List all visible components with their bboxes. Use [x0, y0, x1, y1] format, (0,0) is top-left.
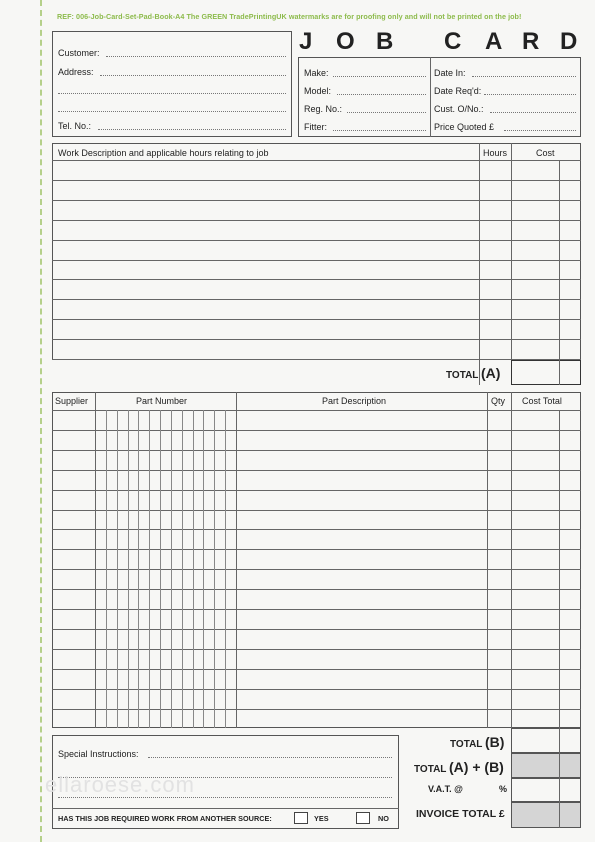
customer-field[interactable] [106, 56, 286, 57]
parts-row-line[interactable] [52, 430, 581, 431]
invoice-total-divider [559, 802, 560, 828]
parts-row-line[interactable] [52, 649, 581, 650]
supplier-header: Supplier [55, 396, 89, 406]
total-ab-label [414, 759, 504, 775]
tel-field[interactable] [98, 129, 286, 130]
part-number-header: Part Number [136, 396, 188, 406]
total-ab-letter: (A) + (B) [449, 759, 504, 775]
date-req-field[interactable] [484, 94, 576, 95]
reg-label: Reg. No.: [304, 104, 343, 114]
total-a-text: TOTAL [446, 370, 479, 381]
title-letter-o: O [336, 28, 355, 55]
no-checkbox[interactable] [356, 812, 370, 824]
title-letter-r: R [522, 28, 540, 55]
another-source-divider [52, 808, 399, 809]
work-row-line[interactable] [52, 279, 581, 280]
parts-supplier-divider [95, 392, 96, 728]
work-cost-header: Cost [536, 148, 555, 158]
title-letter-b: B [376, 28, 394, 55]
total-ab-box[interactable] [511, 753, 581, 778]
price-quoted-label: Price Quoted £ [434, 122, 495, 132]
parts-row-line[interactable] [52, 609, 581, 610]
work-row-line[interactable] [52, 200, 581, 201]
vat-label: V.A.T. @ [428, 784, 463, 794]
parts-row-line[interactable] [52, 510, 581, 511]
work-row-line [52, 160, 581, 161]
special-instructions-label: Special Instructions: [58, 749, 139, 759]
part-number-cell-divider [171, 410, 172, 728]
fitter-field[interactable] [333, 130, 426, 131]
fitter-label: Fitter: [304, 122, 328, 132]
title-letter-c: C [444, 28, 462, 55]
reference-line: REF: 006-Job-Card-Set-Pad-Book-A4 The GREEN TradePrintingUK watermarks are for proofing only and will not be printed on the job! [57, 12, 522, 21]
parts-row-line[interactable] [52, 669, 581, 670]
watermark: ellaroese.com [45, 772, 195, 797]
model-label: Model: [304, 86, 332, 96]
address-field-3[interactable] [58, 111, 286, 112]
work-row-line[interactable] [52, 260, 581, 261]
vat-box[interactable] [511, 778, 581, 802]
title-letter-a: A [485, 28, 503, 55]
parts-row-line[interactable] [52, 549, 581, 550]
part-number-cell-divider [193, 410, 194, 728]
work-row-line[interactable] [52, 240, 581, 241]
total-ab-text: TOTAL [414, 764, 447, 775]
parts-row-line[interactable] [52, 689, 581, 690]
part-number-cell-divider [117, 410, 118, 728]
part-number-cell-divider [106, 410, 107, 728]
work-row-line[interactable] [52, 359, 581, 360]
cust-on-field[interactable] [490, 112, 576, 113]
part-number-cell-divider [203, 410, 204, 728]
yes-checkbox[interactable] [294, 812, 308, 824]
part-number-cell-divider [149, 410, 150, 728]
parts-cost-divider [511, 392, 512, 728]
part-number-cell-divider [160, 410, 161, 728]
address-field-2[interactable] [58, 93, 286, 94]
cust-on-label: Cust. O/No.: [434, 104, 484, 114]
reg-field[interactable] [347, 112, 426, 113]
work-row-line[interactable] [52, 180, 581, 181]
total-a-divider [559, 360, 560, 385]
no-label: NO [378, 814, 389, 823]
title-letter-d: D [560, 28, 578, 55]
work-hours-header: Hours [483, 148, 508, 158]
work-desc-header: Work Description and applicable hours relating to job [58, 148, 269, 158]
total-a-label [446, 365, 500, 381]
total-ab-divider [559, 753, 560, 778]
total-a-box[interactable] [511, 360, 581, 385]
total-b-label [450, 734, 504, 750]
work-row-line[interactable] [52, 319, 581, 320]
invoice-total-box[interactable] [511, 802, 581, 828]
make-label: Make: [304, 68, 329, 78]
work-pence-divider [559, 160, 560, 385]
another-source-label: HAS THIS JOB REQUIRED WORK FROM ANOTHER SOURCE: [58, 814, 272, 823]
part-number-cell-divider [138, 410, 139, 728]
vat-percent: % [499, 784, 508, 794]
yes-label: YES [314, 814, 329, 823]
total-b-text: TOTAL [450, 739, 483, 750]
parts-row-line[interactable] [52, 470, 581, 471]
vehicle-box-divider [430, 57, 431, 137]
work-row-line[interactable] [52, 220, 581, 221]
parts-row-line[interactable] [52, 629, 581, 630]
perforation-line [40, 0, 42, 842]
invoice-total-label: INVOICE TOTAL £ [416, 808, 505, 820]
part-number-cell-divider [225, 410, 226, 728]
price-quoted-field[interactable] [504, 130, 576, 131]
work-row-line[interactable] [52, 339, 581, 340]
total-a-letter: (A) [481, 365, 501, 381]
parts-row-line[interactable] [52, 709, 581, 710]
parts-row-line[interactable] [52, 450, 581, 451]
parts-table [52, 392, 581, 728]
make-field[interactable] [333, 76, 426, 77]
address-label: Address: [58, 67, 94, 77]
part-number-cell-divider [214, 410, 215, 728]
model-field[interactable] [337, 94, 426, 95]
customer-label: Customer: [58, 48, 100, 58]
parts-row-line[interactable] [52, 490, 581, 491]
parts-row-line[interactable] [52, 589, 581, 590]
total-b-divider [559, 728, 560, 753]
total-b-letter: (B) [485, 734, 505, 750]
work-row-line[interactable] [52, 299, 581, 300]
date-req-label: Date Req'd: [434, 86, 482, 96]
parts-partnum-divider [236, 392, 237, 728]
part-description-header: Part Description [322, 396, 387, 406]
parts-qty-divider [487, 392, 488, 728]
part-number-cell-divider [182, 410, 183, 728]
date-in-field[interactable] [472, 76, 576, 77]
tel-label: Tel. No.: [58, 121, 92, 131]
date-in-label: Date In: [434, 68, 466, 78]
part-number-cell-divider [128, 410, 129, 728]
parts-row-line[interactable] [52, 529, 581, 530]
total-b-box[interactable] [511, 728, 581, 753]
work-table [52, 143, 581, 360]
special-instructions-field-1[interactable] [148, 757, 392, 758]
address-field-1[interactable] [100, 75, 286, 76]
cost-total-header: Cost Total [522, 396, 562, 406]
qty-header: Qty [491, 396, 506, 406]
title-letter-j: J [299, 28, 313, 55]
parts-row-line [52, 410, 581, 411]
vat-divider [559, 778, 560, 802]
parts-row-line[interactable] [52, 569, 581, 570]
